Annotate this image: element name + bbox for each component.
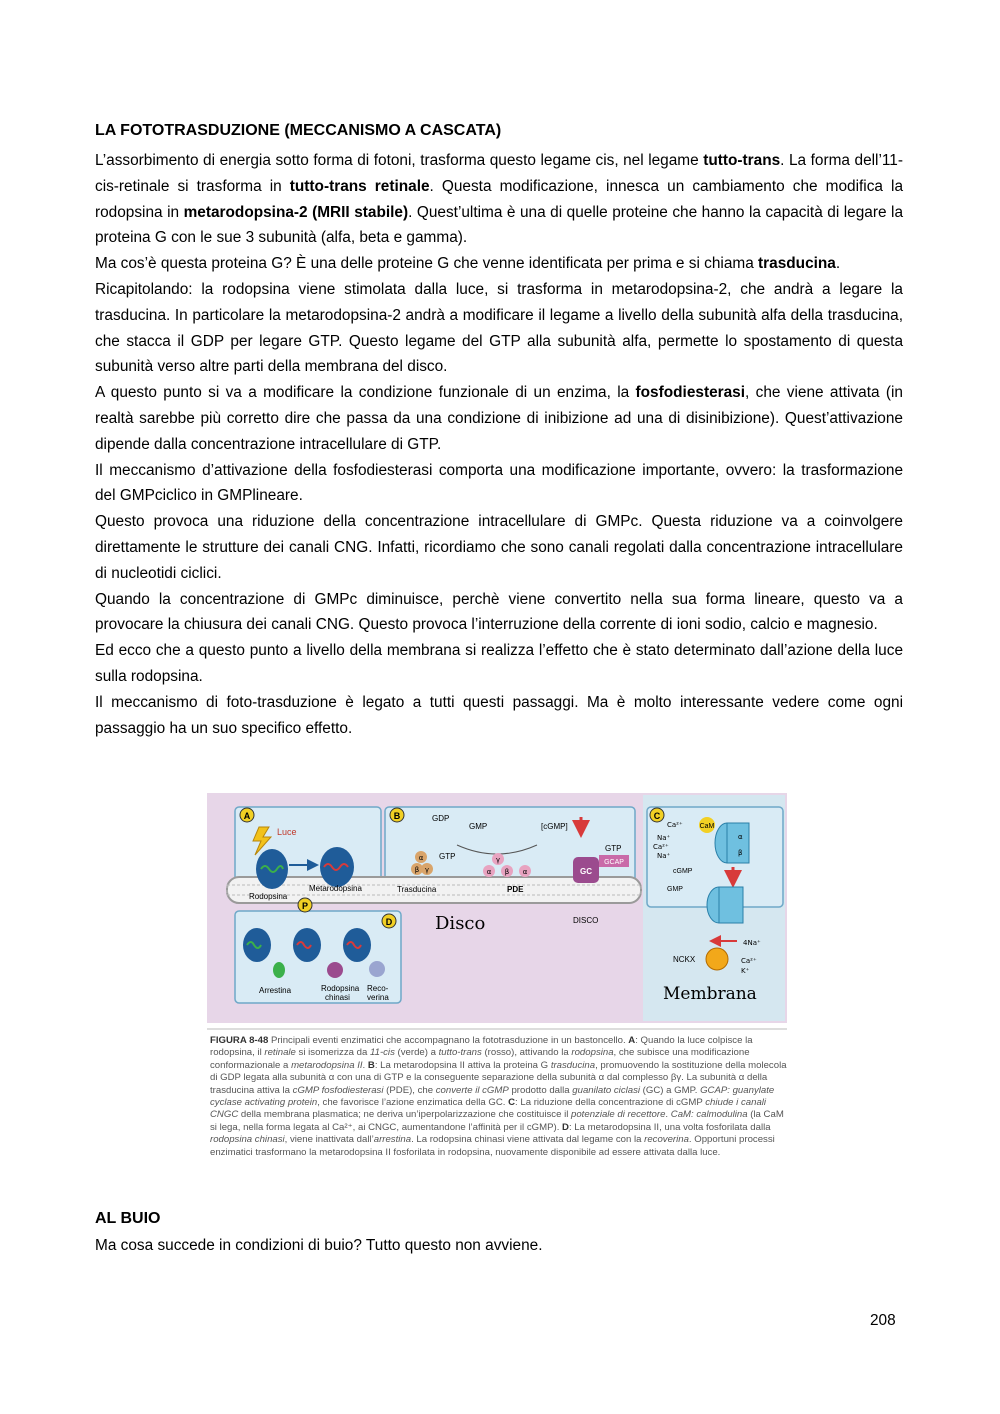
luce-label: Luce	[277, 827, 297, 837]
section-title-buio: AL BUIO	[95, 1210, 161, 1227]
k-label: K⁺	[741, 967, 750, 975]
figure-diagram	[207, 793, 787, 1033]
rod-chinasi-label-1: Rodopsina	[321, 984, 360, 993]
rhodopsin-shape	[256, 849, 288, 889]
italic-text: chiude i canali CNGC	[210, 1097, 767, 1121]
na4-label: 4Na⁺	[743, 939, 761, 947]
paragraph	[95, 587, 903, 639]
text-run: , che subisce una modificazione conformazionale a	[210, 1047, 750, 1071]
text-run: (PDE), che	[383, 1084, 436, 1096]
panel-c-label: C	[653, 811, 661, 821]
bold-text: tutto-trans	[703, 152, 781, 169]
text-run: , che viene attivata (in realtà sarebbe più corretto dire che passa da una condizione di inibizione ad una di disinibizione). Quest’attivazione dipende dalla concentrazione intracellulare di GTP.	[95, 384, 903, 453]
membrana-label: Membrana	[663, 984, 757, 1004]
paragraph	[95, 148, 903, 251]
paragraphs	[95, 148, 903, 741]
panel-p-label: P	[301, 901, 309, 911]
text-run: Il meccanismo d’attivazione della fosfodiesterasi comporta una modificazione importante, ovvero: la trasformazione del GMPciclico in GMPlineare.	[95, 461, 903, 505]
text-run: prodotto dalla	[508, 1084, 573, 1096]
main-text	[95, 118, 903, 741]
text-run: L’assorbimento di energia sotto forma di fotoni, trasforma questo legame cis, nel legame	[95, 152, 704, 169]
bold-text: FIGURA 8-48	[210, 1035, 269, 1046]
bold-text: C	[508, 1097, 516, 1109]
text-run: della membrana plasmatica; ne deriva un’iperpolarizzazione che costituisce il	[238, 1109, 572, 1121]
pde-label: PDE	[507, 885, 524, 894]
italic-text: GCAP: guanylate cyclase activating protein	[210, 1084, 775, 1109]
text-run: : Quando la luce colpisce la rodopsina, il	[210, 1035, 753, 1059]
text-run: : La riduzione della concentrazione di cGMP	[515, 1097, 706, 1109]
page-number: 208	[870, 1312, 896, 1329]
text-run: Il meccanismo di foto-trasduzione è legato a tutti questi passaggi. Ma è molto interessante vedere come ogni passaggio ha un suo specifico effetto.	[95, 693, 903, 737]
text-run: Principali eventi enzimatici che accompagnano la fototrasduzione in un bastoncello.	[268, 1035, 629, 1046]
italic-text: trasducina	[550, 1059, 596, 1071]
disco-big-label: Disco	[435, 913, 486, 934]
text-run: .	[665, 1109, 671, 1121]
text-run: A questo punto si va a modificare la condizione funzionale di un enzima, la	[95, 384, 636, 402]
paragraph	[95, 690, 903, 742]
text-run: si isomerizza da	[295, 1047, 370, 1059]
bold-text: fosfodiesterasi	[635, 384, 746, 402]
text-run: : La metarodopsina II attiva la proteina G	[374, 1059, 551, 1071]
italic-text: potenziale di recettore	[571, 1109, 666, 1121]
panel-a-label: A	[243, 811, 251, 821]
paragraph	[95, 638, 903, 690]
alpha-c-label: α	[738, 833, 743, 841]
paragraph	[95, 509, 903, 586]
italic-text: 11-cis	[369, 1047, 395, 1059]
rod-chinasi-label-2: chinasi	[325, 993, 350, 1002]
gmp-c-label: GMP	[667, 886, 683, 893]
text-run: Ma cos’è questa proteina G? È una delle proteine G che venne identificata per prima e si chiama	[95, 255, 759, 273]
section-title: LA FOTOTRASDUZIONE (MECCANISMO A CASCATA)	[95, 122, 502, 139]
italic-text: tutto-trans	[438, 1047, 482, 1059]
italic-text: arrestina	[373, 1134, 412, 1146]
italic-text: guanilato ciclasi	[572, 1084, 641, 1096]
bold-text: B	[367, 1059, 375, 1071]
paragraph-buio: Ma cosa succede in condizioni di buio? Tutto questo non avviene.	[95, 1237, 543, 1254]
ca2-label-3: Ca²⁺	[741, 957, 757, 965]
rod-chinasi-shape	[327, 962, 343, 978]
metarodopsina-label: Metarodopsina	[309, 884, 362, 893]
paragraph	[95, 251, 903, 277]
text-run: Quando la concentrazione di GMPc diminuisce, perchè viene convertito nella sua forma lineare, questo va a provocare la chiusura dei canali CNG. Questo provoca l’interruzione della corrente di ioni sodio, calcio e magnesio.	[95, 590, 903, 634]
bold-text: metarodopsina-2 (MRII stabile)	[183, 203, 409, 221]
text-run: , promuovendo la sostituzione della molecola di GDP legata alla subunità α con una di GTP e la conseguente separazione della subunità α dal complesso βγ. La subunità α della trasducina attiva la	[210, 1059, 787, 1096]
gcap-label: GCAP	[604, 859, 624, 866]
text-run: (verde) a	[394, 1047, 439, 1059]
recoverina-label-1: Reco-	[367, 984, 389, 993]
text-run: . Quest’ultima è una di quelle proteine che hanno la capacità di legare la proteina G con le sue 3 subunità (alfa, beta e gamma).	[95, 203, 904, 247]
na-label-1: Na⁺	[657, 834, 671, 842]
text-run: . Questa modificazione, innesca un cambiamento che modifica la rodopsina in	[95, 177, 904, 221]
text-run: . La forma dell’11-cis-retinale si trasforma in	[95, 152, 903, 195]
gtp-label-1: GTP	[439, 852, 456, 861]
g-alpha-2: α	[486, 868, 492, 876]
recoverina-shape	[369, 961, 385, 977]
cgmp-bracket-label: [cGMP]	[541, 822, 568, 831]
cgmp-c-label: cGMP	[673, 868, 693, 875]
italic-text: rodopsina chinasi	[210, 1134, 285, 1146]
arrestina-shape	[273, 962, 285, 978]
rodopsina-label: Rodopsina	[249, 892, 288, 901]
nckx-label: NCKX	[673, 955, 696, 964]
g-beta-2: β	[504, 868, 510, 876]
na-label-2: Na⁺	[657, 852, 671, 860]
text-run: Ricapitolando: la rodopsina viene stimolata dalla luce, si trasforma in metarodopsina-2, che andrà a legare la trasducina. In particolare la metarodopsina-2 andrà a modificare il legame a livello della subunità alfa della trasducina, che stacca il GDP per legare GTP. Questo legame del GTP alla subunità alfa, permette lo spostamento di questa subunità verso altre parti della membrana del disco.	[95, 280, 903, 376]
text-run: , che favorisce l’azione enzimatica della GC.	[317, 1097, 509, 1109]
italic-text: cGMP fosfodiesterasi	[292, 1084, 384, 1096]
gdp-label: GDP	[432, 814, 450, 823]
gc-label: GC	[580, 867, 592, 876]
ca2-label-2: Ca²⁺	[653, 843, 669, 851]
text-run: (rosso), attivando la	[481, 1047, 572, 1059]
g-gamma-2: γ	[495, 856, 501, 864]
text-run: Ed ecco che a questo punto a livello della membrana si realizza l’effetto che è stato determinato dall’azione della luce sulla rodopsina.	[95, 642, 903, 685]
italic-text: converte il cGMP	[435, 1084, 509, 1096]
text-run: .	[362, 1059, 368, 1071]
text-run: (GC) a GMP.	[640, 1084, 701, 1096]
text-run: : La metarodopsina II, una volta fosforilata dalla	[568, 1121, 771, 1133]
cam-label: CaM	[699, 823, 715, 830]
trasducina-label: Trasducina	[397, 885, 437, 894]
text-run: Questo provoca una riduzione della concentrazione intracellulare di GMPc. Questa riduzione va a coinvolgere direttamente le strutture dei canali CNG. Infatti, ricordiamo che sono canali regolati dalla concentrazione intracellulare di nucleotidi ciclici.	[95, 513, 903, 582]
text-run: .	[835, 255, 841, 273]
panel-b-label: B	[393, 811, 401, 821]
bold-text: tutto-trans retinale	[289, 177, 430, 195]
text-run: , viene inattivata dall’	[284, 1134, 374, 1146]
italic-text: retinale	[264, 1047, 296, 1059]
bold-text: D	[562, 1121, 569, 1133]
beta-c-label: β	[738, 849, 743, 857]
figure-caption	[210, 1035, 788, 1159]
disco-small-label: DISCO	[573, 916, 599, 925]
italic-text: rodopsina	[571, 1047, 614, 1059]
nckx-shape	[706, 948, 728, 970]
g-alpha-3: α	[522, 868, 528, 876]
italic-text: metarodopsina II	[291, 1059, 363, 1071]
gtp-label-2: GTP	[605, 844, 622, 853]
g-gamma-1: γ	[424, 866, 430, 874]
bold-text: trasducina	[758, 255, 836, 273]
paragraph	[95, 277, 903, 380]
text-run: . La rodopsina chinasi viene attivata dal legame con la	[411, 1134, 645, 1146]
gmp-label: GMP	[469, 822, 488, 831]
ca2-label-1: Ca²⁺	[667, 821, 683, 829]
text-run: . Opportuni processi enzimatici trasformano la metarodopsina II fosforilata in rodopsina, nuovamente disponibile ad essere attivata dalla luce.	[210, 1134, 775, 1158]
recoverina-label-2: verina	[367, 993, 389, 1002]
bold-text: A	[628, 1035, 636, 1046]
paragraph	[95, 380, 903, 457]
g-alpha-1: α	[418, 854, 424, 862]
italic-text: CaM: calmodulina	[670, 1109, 748, 1121]
paragraph	[95, 458, 903, 510]
panel-d-label: D	[385, 917, 393, 927]
text-run: (la CaM si lega, nella forma legata al Ca²⁺, ai CNGC, aumentandone l’affinità per il cGMP).	[210, 1109, 784, 1133]
arrestina-label: Arrestina	[259, 986, 292, 995]
italic-text: recoverina	[644, 1134, 689, 1146]
g-beta-1: β	[414, 866, 420, 874]
